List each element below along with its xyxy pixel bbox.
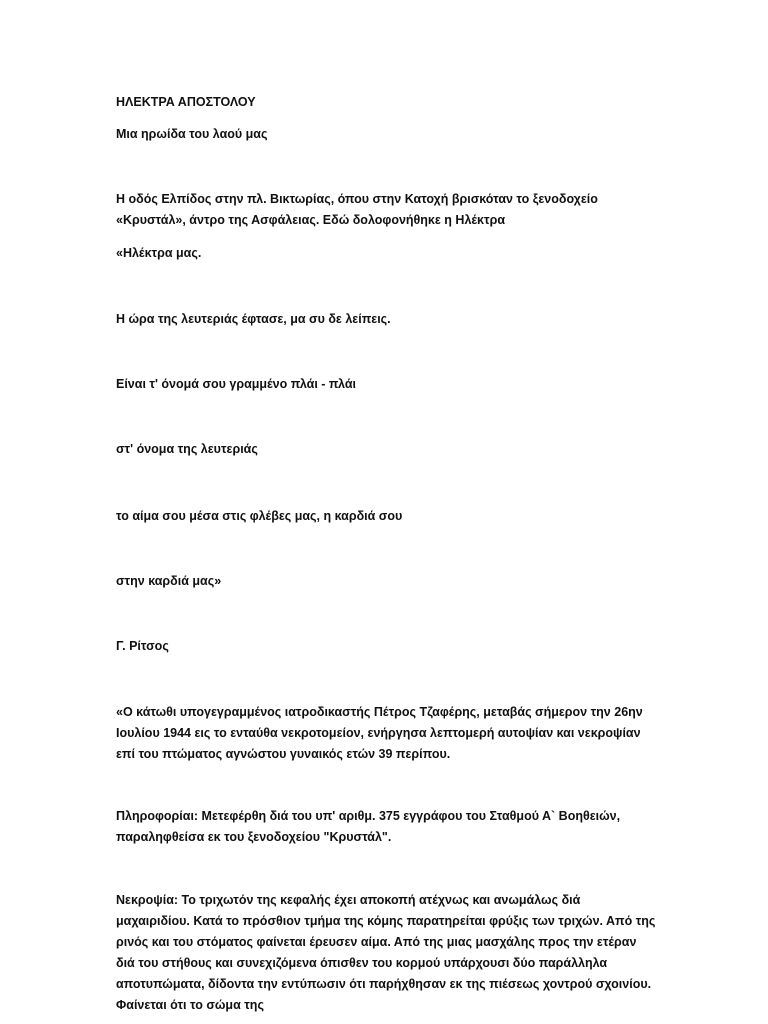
- poem-line-2: Η ώρα της λευτεριάς έφτασε, μα συ δε λείπεις.: [116, 312, 391, 326]
- paragraph-autopsy: «Ο κάτωθι υπογεγραμμένος ιατροδικαστής Πέτρος Τζαφέρης, μεταβάς σήμερον την 26ην Ιουλίου 1944 εις το ενταύθα νεκροτομείον, ενήργησα λεπτομερή αυτοψίαν και νεκροψίαν επί του πτώματος αγνώστου γυναικός ετών 39 περίπου.: [116, 705, 643, 761]
- paragraph-info: Πληροφορίαι: Μετεφέρθη διά του υπ' αριθμ. 375 εγγράφου του Σταθμού Α` Βοηθειών, παραληφθείσα εκ του ξενοδοχείου "Κρυστάλ".: [116, 809, 621, 844]
- document-subtitle: Μια ηρωίδα του λαού μας: [116, 127, 268, 141]
- poem-line-6: στην καρδιά μας»: [116, 574, 222, 588]
- poem-line-4: στ' όνομα της λευτεριάς: [116, 442, 258, 456]
- paragraph-necropsy: Νεκροψία: Το τριχωτόν της κεφαλής έχει αποκοπή ατέχνως και ανωμάλως διά μαχαιριδίου. Κατά το πρόσθιον τμήμα της κόμης παρατηρείται φρύξις των τριχών. Από της ρινός και του στόματος φαίνεται έρευσεν αίμα. Από της μιας μασχάλης προς την ετέραν διά του στήθους και συνεχιζόμενα όπισθεν του κορμού υπάρχουσι δύο παράλληλα αποτυπώματα, δίδοντα την εντύπωσιν ότι παρήχθησαν εκ της πιέσεως χοντρού σχοινίου. Φαίνεται ότι το σώμα της: [116, 893, 656, 1012]
- poem-line-3: Είναι τ' όνομά σου γραμμένο πλάι - πλάι: [116, 377, 356, 391]
- document-title: ΗΛΕΚΤΡΑ ΑΠΟΣΤΟΛΟΥ: [116, 95, 256, 109]
- poem-line-1: «Ηλέκτρα μας.: [116, 246, 202, 260]
- poem-author: Γ. Ρίτσος: [116, 639, 169, 653]
- poem-line-5: το αίμα σου μέσα στις φλέβες μας, η καρδιά σου: [116, 509, 403, 523]
- paragraph-location: Η οδός Ελπίδος στην πλ. Βικτωρίας, όπου στην Κατοχή βρισκόταν το ξενοδοχείο «Κρυστάλ», άντρο της Ασφάλειας. Εδώ δολοφονήθηκε η Ηλέκτρα: [116, 192, 598, 227]
